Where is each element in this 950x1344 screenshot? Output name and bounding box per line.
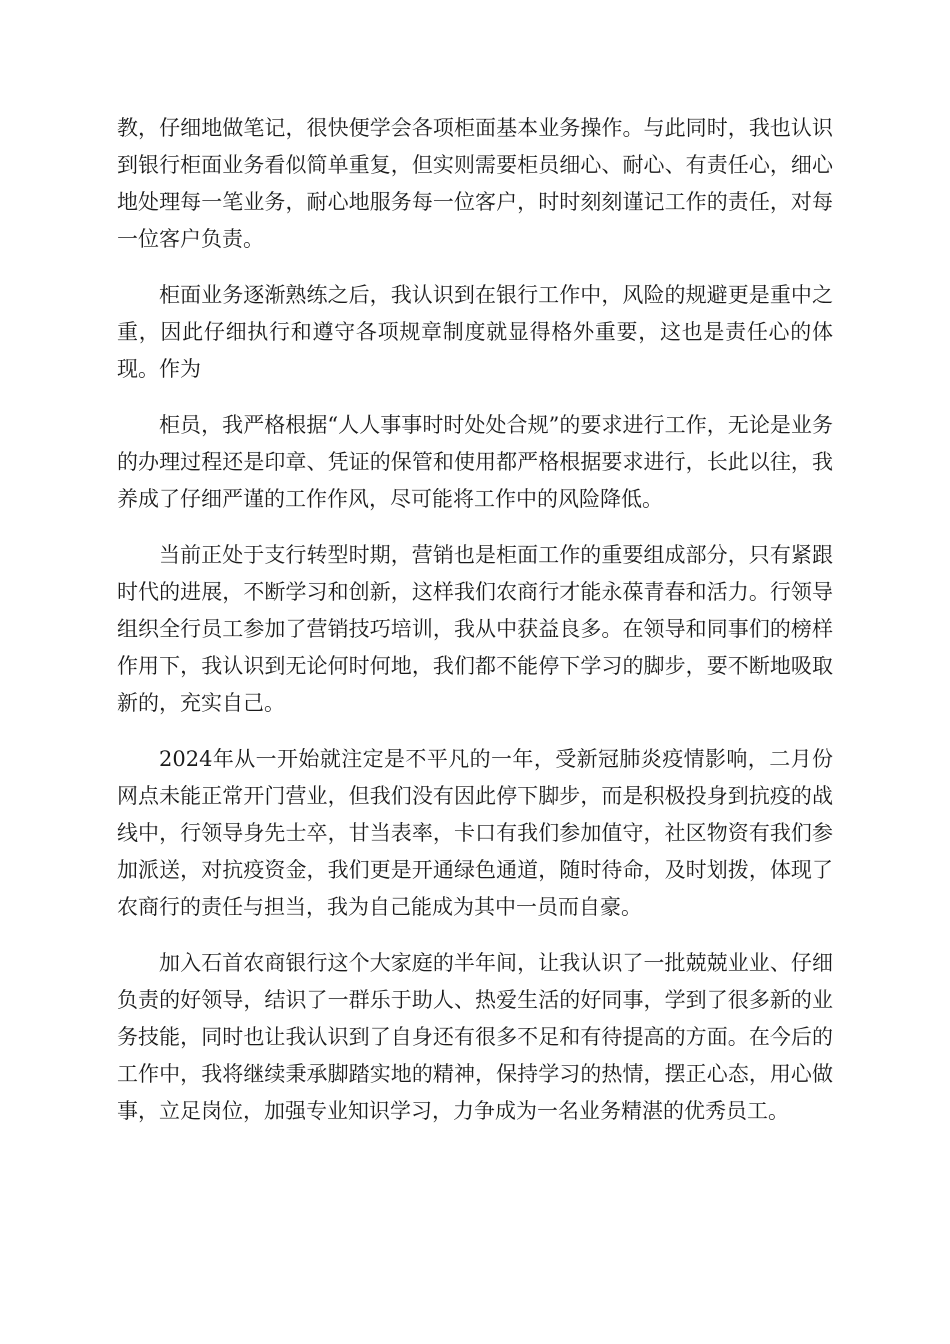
paragraph-1: 教，仔细地做笔记，很快便学会各项柜面基本业务操作。与此同时，我也认识到银行柜面业务看似简单重复，但实则需要柜员细心、耐心、有责任心，细心地处理每一笔业务，耐心地服务每一位客户，时时刻刻谨记工作的责任，对每一位客户负责。: [117, 116, 833, 251]
document-page: [117, 110, 833, 1149]
paragraph-4: 当前正处于支行转型时期，营销也是柜面工作的重要组成部分，只有紧跟时代的进展，不断学习和创新，这样我们农商行才能永葆青春和活力。行领导组织全行员工参加了营销技巧培训，我从中获益良多。在领导和同事们的榜样作用下，我认识到无论何时何地，我们都不能停下学习的脚步，要不断地吸取新的，充实自己。: [117, 543, 833, 715]
paragraph-2: 柜面业务逐渐熟练之后，我认识到在银行工作中，风险的规避更是重中之重，因此仔细执行和遵守各项规章制度就显得格外重要，这也是责任心的体现。作为: [117, 283, 833, 381]
paragraph-6: 加入石首农商银行这个大家庭的半年间，让我认识了一批兢兢业业、仔细负责的好领导，结识了一群乐于助人、热爱生活的好同事，学到了很多新的业务技能，同时也让我认识到了自身还有很多不足和有待提高的方面。在今后的工作中，我将继续秉承脚踏实地的精神，保持学习的热情，摆正心态，用心做事，立足岗位，加强专业知识学习，力争成为一名业务精湛的优秀员工。: [117, 951, 833, 1123]
paragraph-3: 柜员，我严格根据“人人事事时时处处合规”的要求进行工作，无论是业务的办理过程还是印章、凭证的保管和使用都严格根据要求进行，长此以往，我养成了仔细严谨的工作作风，尽可能将工作中的风险降低。: [117, 413, 833, 511]
paragraph-5: 2024年从一开始就注定是不平凡的一年，受新冠肺炎疫情影响，二月份网点未能正常开门营业，但我们没有因此停下脚步，而是积极投身到抗疫的战线中，行领导身先士卒，甘当表率，卡口有我们参加值守，社区物资有我们参加派送，对抗疫资金，我们更是开通绿色通道，随时待命，及时划拨，体现了农商行的责任与担当，我为自己能成为其中一员而自豪。: [117, 747, 833, 919]
